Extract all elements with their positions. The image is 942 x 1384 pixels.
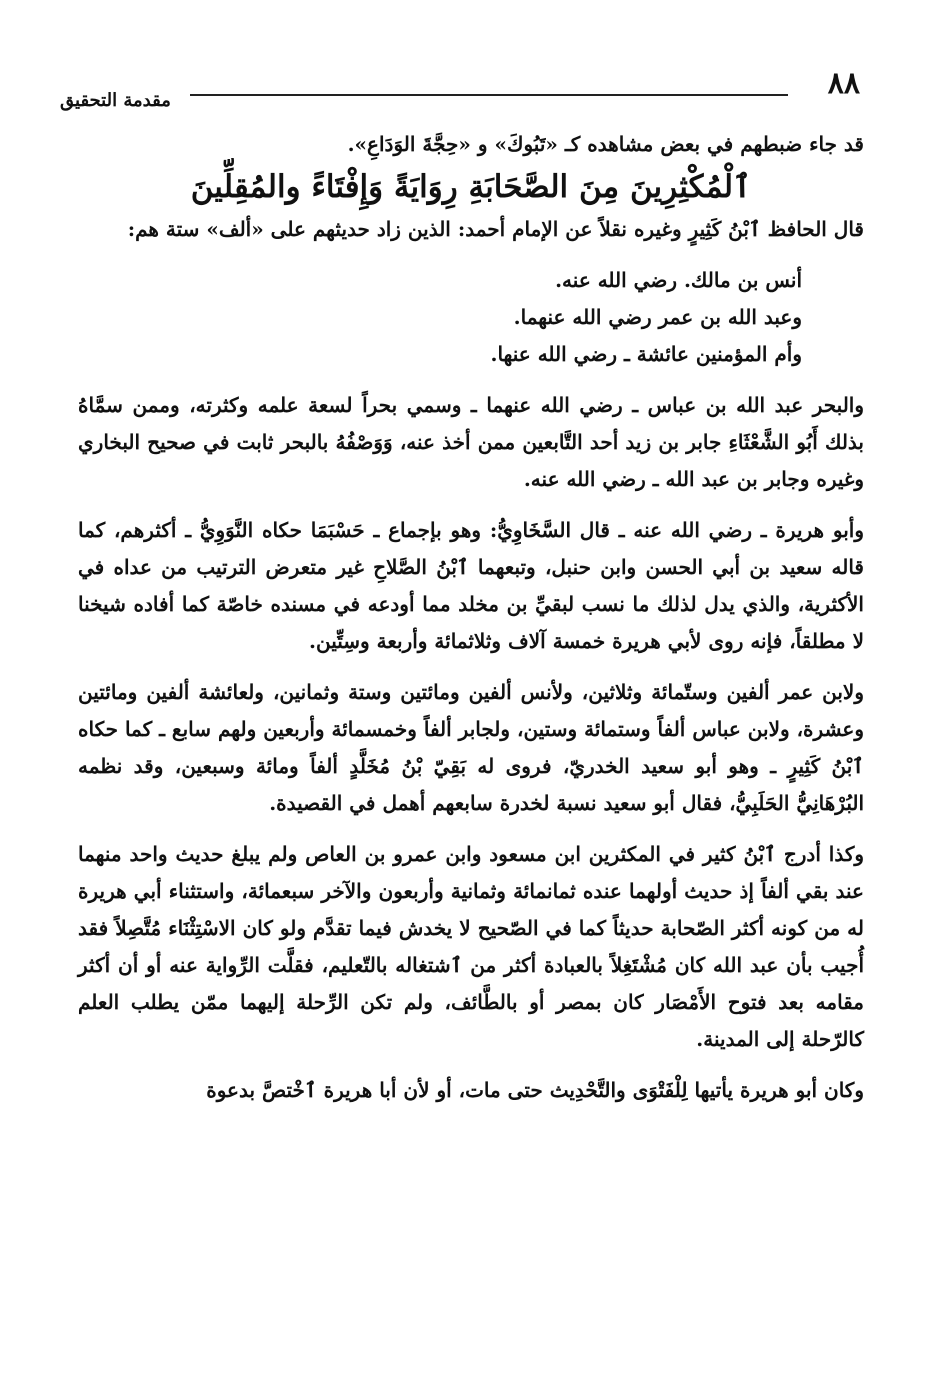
paragraph-1: قال الحافظ ٱبْنُ كَثِيرٍ وغيره نقلاً عن الإمام أحمد: الذين زاد حديثهم على «ألف» ستة هم:	[127, 217, 864, 241]
section-title: مقدمة التحقيق	[60, 90, 171, 111]
list-item: أنس بن مالك. رضي الله عنه.	[555, 268, 802, 292]
spacer	[78, 660, 864, 674]
intro-line: قد جاء ضبطهم في بعض مشاهده كـ «تَبُوكَ» و «حِجَّةَ الوَدَاعِ».	[347, 132, 864, 156]
spacer	[78, 248, 864, 262]
spacer	[78, 822, 864, 836]
list-item: وأم المؤمنين عائشة ـ رضي الله عنها.	[490, 342, 802, 366]
paragraph-5: وكذا أدرج ٱبْنُ كثير في المكثرين ابن مسعود وابن عمرو بن العاص ولم يبلغ حديث واحد منهما عند بقي ألفاً إذ حديث أولهما عنده ثمانمائة وثمانية وأربعون والآخر سبعمائة، واستثناء أبي هريرة له من كونه أكثر الصّحابة حديثاً كما في الصّحيح لا يخدش فيما تقدَّم ولو كان الاسْتِثْنَاء مُتَّصِلاً فقد أُجيب بأن عبد الله كان مُشْتَغِلاً بالعبادة أكثر من ٱشتغاله بالتّعليم، فقلَّت الرِّواية عنه أو أن أكثر مقامه بعد فتوح الأَمْصَار كان بمصر أو بالطَّائف، ولم تكن الرِّحلة إليهما ممّن يطلب العلم كالرّحلة إلى المدينة.	[78, 842, 864, 1051]
section-heading: ٱلْمُكْثِرِينَ مِنَ الصَّحَابَةِ رِوَايَةً وَإِفْتَاءً والمُقِلِّينَ	[190, 169, 752, 205]
paragraph-4: ولابن عمر ألفين وستّمائة وثلاثين، ولأنس ألفين ومائتين وستة وثمانين، ولعائشة ألفين ومائتين وعشرة، ولابن عباس ألفاً وستمائة وستين، ولجابر ألفاً وخمسمائة وأربعين ولهم سابع ـ كما حكاه ٱبْنُ كَثِيرٍ ـ وهو أبو سعيد الخدريّ، فروى له بَقِيّ بْنُ مُخَلَّدٍ ألفاً ومائة وسبعين، وقد نظمه البُرْهَانِيُّ الحَلَبِيُّ، فقال أبو سعيد نسبة لخدرة سابعهم أهمل في القصيدة.	[78, 680, 864, 815]
running-header	[60, 66, 860, 110]
spacer	[78, 498, 864, 512]
paragraph-2: والبحر عبد الله بن عباس ـ رضي الله عنهما ـ وسمي بحراً لسعة علمه وكثرته، وممن سمَّاهُ بذلك أَبُو الشَّعْثَاءِ جابر بن زيد أحد التَّابعين ممن أخذ عنه، وَوَصْفُهُ بالبحر ثابت في صحيح البخاري وغيره وجابر بن عبد الله ـ رضي الله عنه.	[78, 393, 864, 491]
header-rule	[190, 94, 788, 96]
list-item: وعبد الله بن عمر رضي الله عنهما.	[513, 305, 802, 329]
page-number: ٨٨	[827, 66, 860, 101]
spacer	[78, 373, 864, 387]
paragraph-3: وأبو هريرة ـ رضي الله عنه ـ قال السَّخَاوِيُّ: وهو بإجماع ـ حَسْبَمَا حكاه النَّوَوِيُّ ـ أكثرهم، كما قاله سعيد بن أبي الحسن وابن حنبل، وتبعهما ٱبْنُ الصَّلاحِ غير متعرض الترتيب من عداه في الأكثرية، والذي يدل لذلك ما نسب لبقيِّ بن مخلد مما أودعه في مسنده خاصّة كما أفاده شيخنا لا مطلقاً، فإنه روى لأبي هريرة خمسة آلاف وثلاثمائة وأربعة وسِتِّين.	[78, 518, 864, 653]
spacer	[78, 1058, 864, 1072]
page-body	[78, 126, 864, 1109]
paragraph-6: وكان أبو هريرة يأتيها لِلْفَتْوَى والتَّحْدِيث حتى مات، أو لأن أبا هريرة ٱخْتصَّ بدعوة	[206, 1078, 864, 1102]
